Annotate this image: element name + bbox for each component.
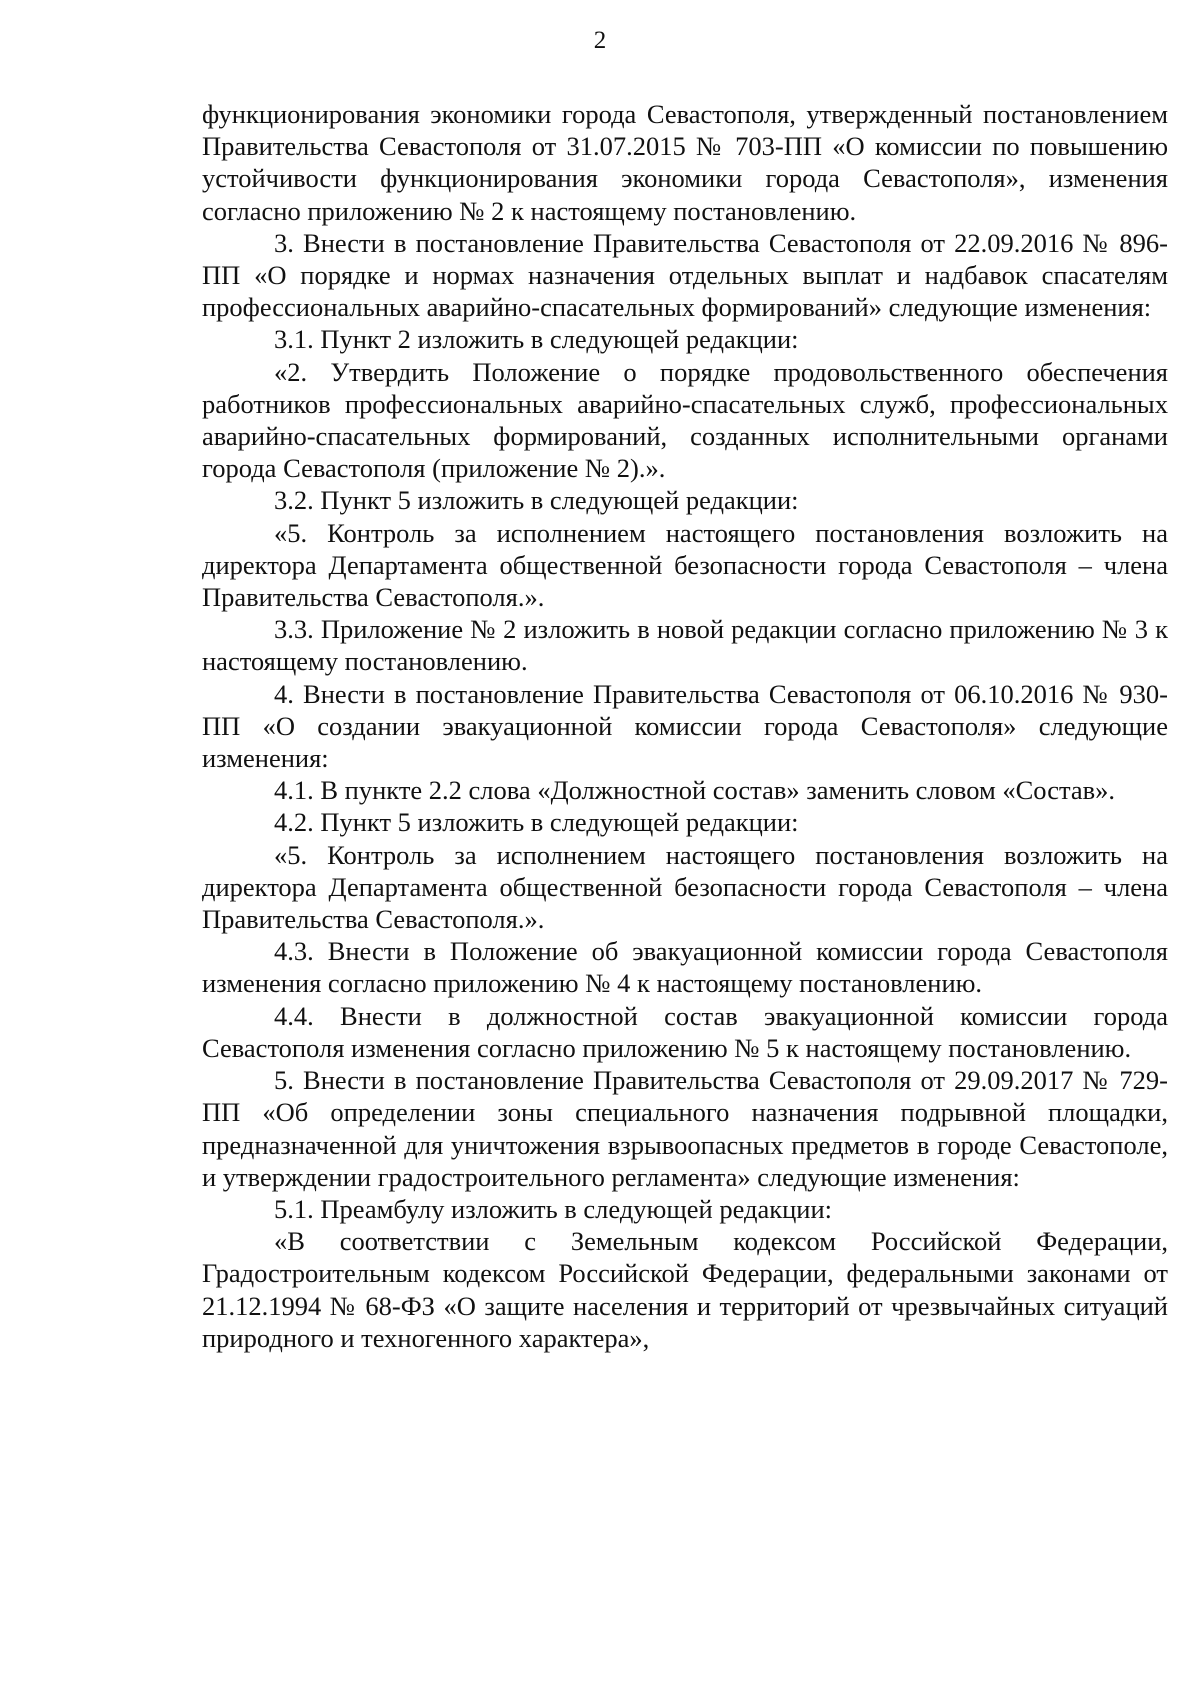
paragraph: «5. Контроль за исполнением настоящего постановления возложить на директора Департамента общественной безопасности города Севастополя – члена Правительства Севастополя.». bbox=[202, 839, 1168, 935]
paragraph: 4.1. В пункте 2.2 слова «Должностной состав» заменить словом «Состав». bbox=[274, 775, 1116, 806]
page-number: 2 bbox=[593, 27, 607, 54]
paragraph: 3.2. Пункт 5 изложить в следующей редакции: bbox=[274, 485, 799, 516]
paragraph: 4. Внести в постановление Правительства Севастополя от 06.10.2016 № 930-ПП «О создании эвакуационной комиссии города Севастополя» следующие изменения: bbox=[202, 678, 1168, 774]
document-body bbox=[202, 98, 1168, 1354]
paragraph: 4.2. Пункт 5 изложить в следующей редакции: bbox=[274, 807, 799, 838]
paragraph: 3. Внести в постановление Правительства Севастополя от 22.09.2016 № 896-ПП «О порядке и нормах назначения отдельных выплат и надбавок спасателям профессиональных аварийно-спасательных формирований» следующие изменения: bbox=[202, 227, 1168, 323]
paragraph: 3.3. Приложение № 2 изложить в новой редакции согласно приложению № 3 к настоящему постановлению. bbox=[202, 614, 1168, 677]
paragraph: 4.3. Внести в Положение об эвакуационной комиссии города Севастополя изменения согласно приложению № 4 к настоящему постановлению. bbox=[202, 936, 1168, 999]
paragraph: «В соответствии с Земельным кодексом Российской Федерации, Градостроительным кодексом Российской Федерации, федеральными законами от 21.12.1994 № 68-ФЗ «О защите населения и территорий от чрезвычайных ситуаций природного и техногенного характера», bbox=[202, 1226, 1168, 1353]
paragraph: 5. Внести в постановление Правительства Севастополя от 29.09.2017 № 729-ПП «Об определении зоны специального назначения подрывной площадки, предназначенной для уничтожения взрывоопасных предметов в городе Севастополе, и утверждении градостроительного регламента» следующие изменения: bbox=[202, 1065, 1168, 1192]
paragraph: «2. Утвердить Положение о порядке продовольственного обеспечения работников профессиональных аварийно-спасательных служб, профессиональных аварийно-спасательных формирований, созданных исполнительными органами города Севастополя (приложение № 2).». bbox=[202, 356, 1168, 484]
paragraph: «5. Контроль за исполнением настоящего постановления возложить на директора Департамента общественной безопасности города Севастополя – члена Правительства Севастополя.». bbox=[202, 517, 1168, 613]
paragraph: 4.4. Внести в должностной состав эвакуационной комиссии города Севастополя изменения согласно приложению № 5 к настоящему постановлению. bbox=[202, 1000, 1168, 1063]
paragraph: 5.1. Преамбулу изложить в следующей редакции: bbox=[274, 1193, 833, 1224]
paragraph: функционирования экономики города Севастополя, утвержденный постановлением Правительства Севастополя от 31.07.2015 № 703-ПП «О комиссии по повышению устойчивости функционирования экономики города Севастополя», изменения согласно приложению № 2 к настоящему постановлению. bbox=[202, 99, 1168, 226]
paragraph: 3.1. Пункт 2 изложить в следующей редакции: bbox=[274, 324, 799, 355]
